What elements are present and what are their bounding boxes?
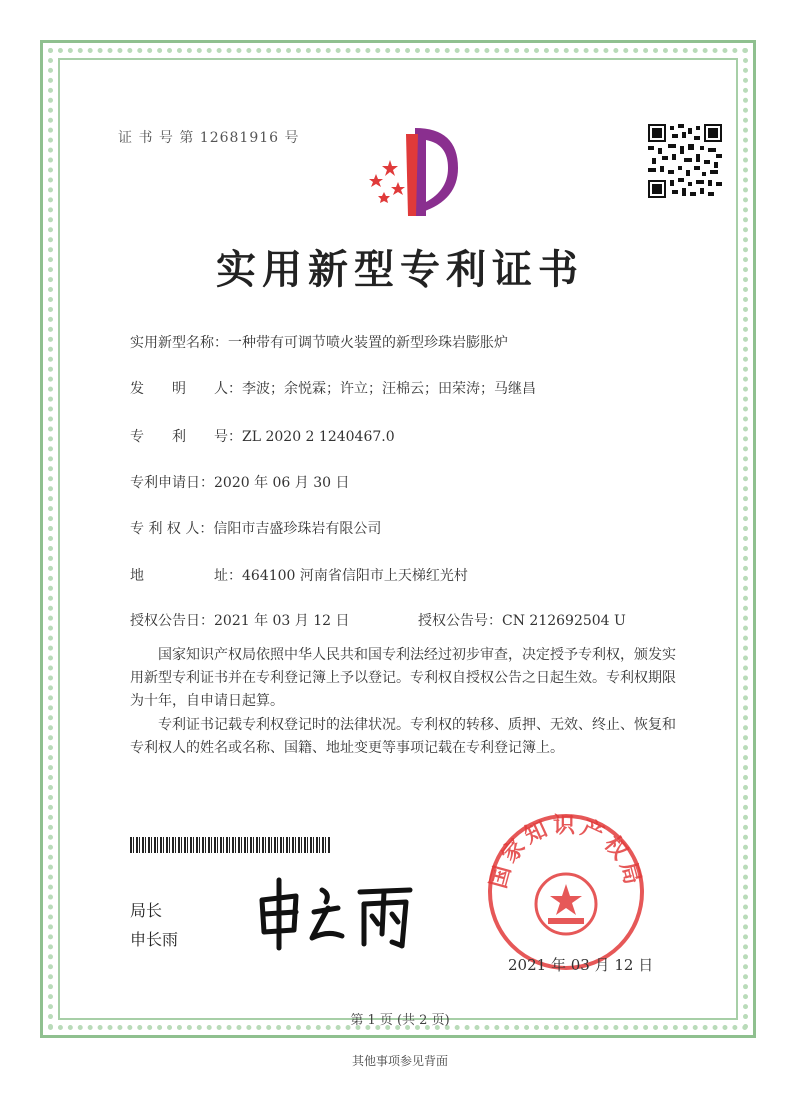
field-label: 专 利 权 人： xyxy=(130,521,214,537)
seal-text: 国家知识产权局 xyxy=(486,813,646,892)
back-note: 其他事项参见背面 xyxy=(351,1054,448,1068)
barcode-icon xyxy=(130,837,330,853)
certificate-number: 证 书 号 第 12681916 号 xyxy=(118,130,300,146)
certificate-title: 实用新型专利证书 xyxy=(216,246,584,293)
field-value: ZL 2020 2 1240467.0 xyxy=(242,429,395,445)
field-value: 李波；余悦霖；许立；汪棉云；田荣涛；马继昌 xyxy=(242,381,536,397)
svg-text:国家知识产权局 xyxy=(486,814,645,891)
signatory-name: 申长雨 xyxy=(130,930,179,949)
grant-statement-paragraph: 国家知识产权局依照中华人民共和国专利法经过初步审查，决定授予专利权，颁发实用新型专利证书并在专利登记簿上予以登记。专利权自授权公告之日起生效。专利权期限为十年，自申请日起算。 xyxy=(130,647,676,709)
field-patentee xyxy=(130,518,381,538)
field-value: 信阳市吉盛珍珠岩有限公司 xyxy=(213,521,382,537)
field-address xyxy=(130,565,468,585)
field-application-date xyxy=(130,472,350,492)
field-label: 授权公告号： xyxy=(418,613,502,629)
official-seal-icon xyxy=(486,812,646,972)
field-value: 2021 年 03 月 12 日 xyxy=(214,613,350,629)
page-indicator: 第 1 页 (共 2 页) xyxy=(350,1013,450,1028)
field-value: 464100 河南省信阳市上天梯红光村 xyxy=(242,568,468,584)
field-label: 地 址： xyxy=(130,568,242,584)
field-patent-number xyxy=(130,426,395,446)
field-inventors xyxy=(130,378,536,398)
field-value: 2020 年 06 月 30 日 xyxy=(214,475,350,491)
cnipa-logo-icon xyxy=(360,120,460,220)
seal-date: 2021 年 03 月 12 日 xyxy=(508,956,654,974)
qr-code-icon xyxy=(648,124,722,198)
field-label: 实用新型名称： xyxy=(130,335,228,351)
field-label: 专利申请日： xyxy=(130,475,214,491)
field-label: 专 利 号： xyxy=(130,429,242,445)
field-utility-model-name xyxy=(130,332,508,352)
field-label: 授权公告日： xyxy=(130,613,214,629)
field-value: 一种带有可调节喷火装置的新型珍珠岩膨胀炉 xyxy=(228,335,508,351)
field-value: CN 212692504 U xyxy=(502,613,626,629)
handwritten-signature xyxy=(252,872,422,952)
legal-status-paragraph: 专利证书记载专利权登记时的法律状况。专利权的转移、质押、无效、终止、恢复和专利权人的姓名或名称、国籍、地址变更等事项记载在专利登记簿上。 xyxy=(130,717,676,756)
signatory-title: 局长 xyxy=(130,901,163,920)
field-label: 发 明 人： xyxy=(130,381,242,397)
field-grant-announcement-date xyxy=(130,610,350,630)
field-grant-announcement-number xyxy=(418,610,626,630)
